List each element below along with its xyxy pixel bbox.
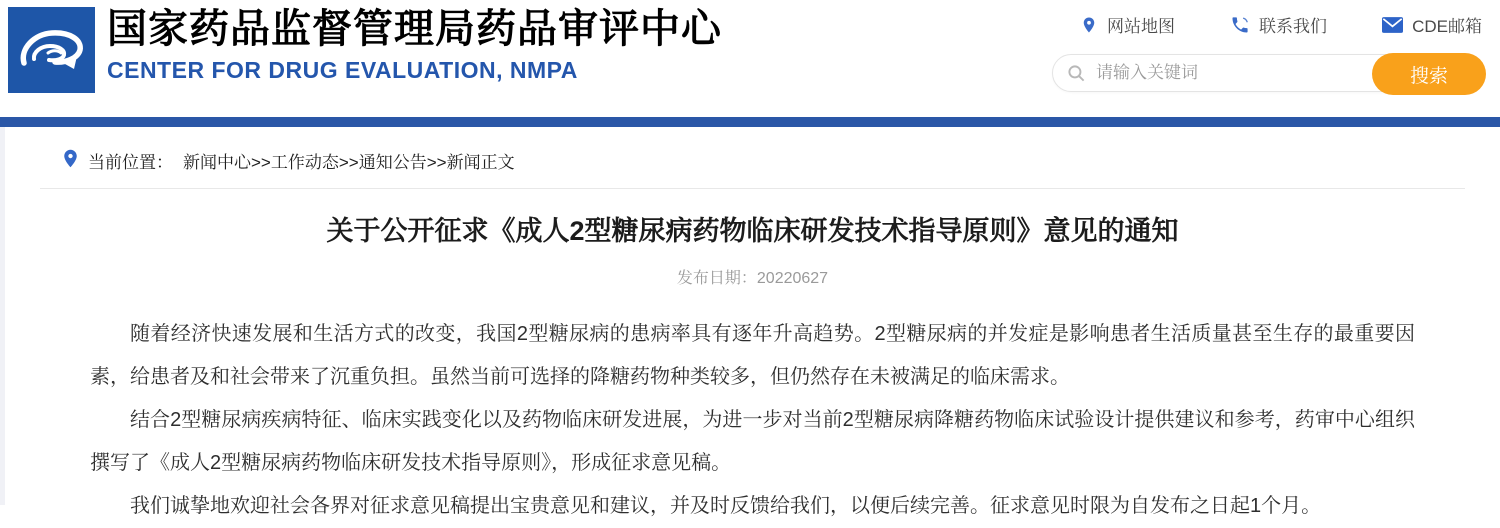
- search-bar: [1052, 54, 1485, 92]
- envelope-icon: [1382, 17, 1403, 33]
- cde-mail-link-label: CDE邮箱: [1412, 17, 1482, 36]
- article-paragraph: 我们诚挚地欢迎社会各界对征求意见稿提出宝贵意见和建议，并及时反馈给我们，以便后续完善。征求意见时限为自发布之日起1个月。: [130, 495, 1322, 517]
- article-body: [90, 313, 1415, 528]
- site-header: [0, 0, 1500, 117]
- breadcrumb-separator: >>: [426, 153, 447, 172]
- breadcrumb-item[interactable]: 新闻正文: [446, 153, 515, 172]
- breadcrumb-separator: >>: [338, 153, 359, 172]
- phone-icon: [1230, 15, 1250, 35]
- breadcrumb-items: [183, 148, 515, 173]
- publish-date: 发布日期：20220627: [676, 270, 829, 287]
- map-pin-icon: [1080, 15, 1098, 35]
- article-paragraph: 结合2型糖尿病疾病特征、临床实践变化以及药物临床研发进展，为进一步对当前2型糖尿病降糖药物临床试验设计提供建议和参考，药审中心组织撰写了《成人2型糖尿病药物临床研发技术指导原则》，形成征求意见稿。: [90, 409, 1415, 474]
- breadcrumb-item[interactable]: 工作动态: [270, 153, 339, 172]
- article-title: 关于公开征求《成人2型糖尿病药物临床研发技术指导原则》意见的通知: [326, 216, 1179, 246]
- header-right: [1052, 12, 1488, 92]
- location-pin-icon: [63, 149, 78, 173]
- contact-link-label: 联系我们: [1259, 17, 1328, 36]
- sitemap-link-label: 网站地图: [1107, 17, 1175, 36]
- breadcrumb: [5, 127, 1500, 173]
- site-title-zh: 国家药品监督管理局药品审评中心: [107, 7, 722, 51]
- breadcrumb-separator: >>: [251, 153, 271, 172]
- breadcrumb-item[interactable]: 新闻中心: [183, 153, 251, 172]
- breadcrumb-divider: [40, 188, 1465, 189]
- cde-logo[interactable]: [8, 7, 95, 93]
- content-area: [0, 127, 1500, 517]
- header-divider-bar: [0, 117, 1500, 127]
- article-paragraph: 随着经济快速发展和生活方式的改变，我国2型糖尿病的患病率具有逐年升高趋势。2型糖尿病的并发症是影响患者生活质量甚至生存的最重要因素，给患者及和社会带来了沉重负担。虽然当前可选择的降糖药物种类较多，但仍然存在未被满足的临床需求。: [90, 323, 1415, 388]
- search-icon: [1067, 64, 1086, 83]
- breadcrumb-item[interactable]: 通知公告: [358, 153, 427, 172]
- cde-fish-logo-icon: [8, 7, 95, 93]
- search-button[interactable]: 搜索: [1372, 53, 1486, 95]
- site-title-en: CENTER FOR DRUG EVALUATION, NMPA: [107, 57, 578, 83]
- contact-link[interactable]: [1230, 12, 1327, 37]
- top-links: [1052, 12, 1488, 37]
- cde-mail-link[interactable]: [1382, 12, 1482, 37]
- sitemap-link[interactable]: [1080, 12, 1175, 37]
- breadcrumb-prefix: 当前位置：: [88, 153, 173, 172]
- site-titles: [107, 6, 722, 84]
